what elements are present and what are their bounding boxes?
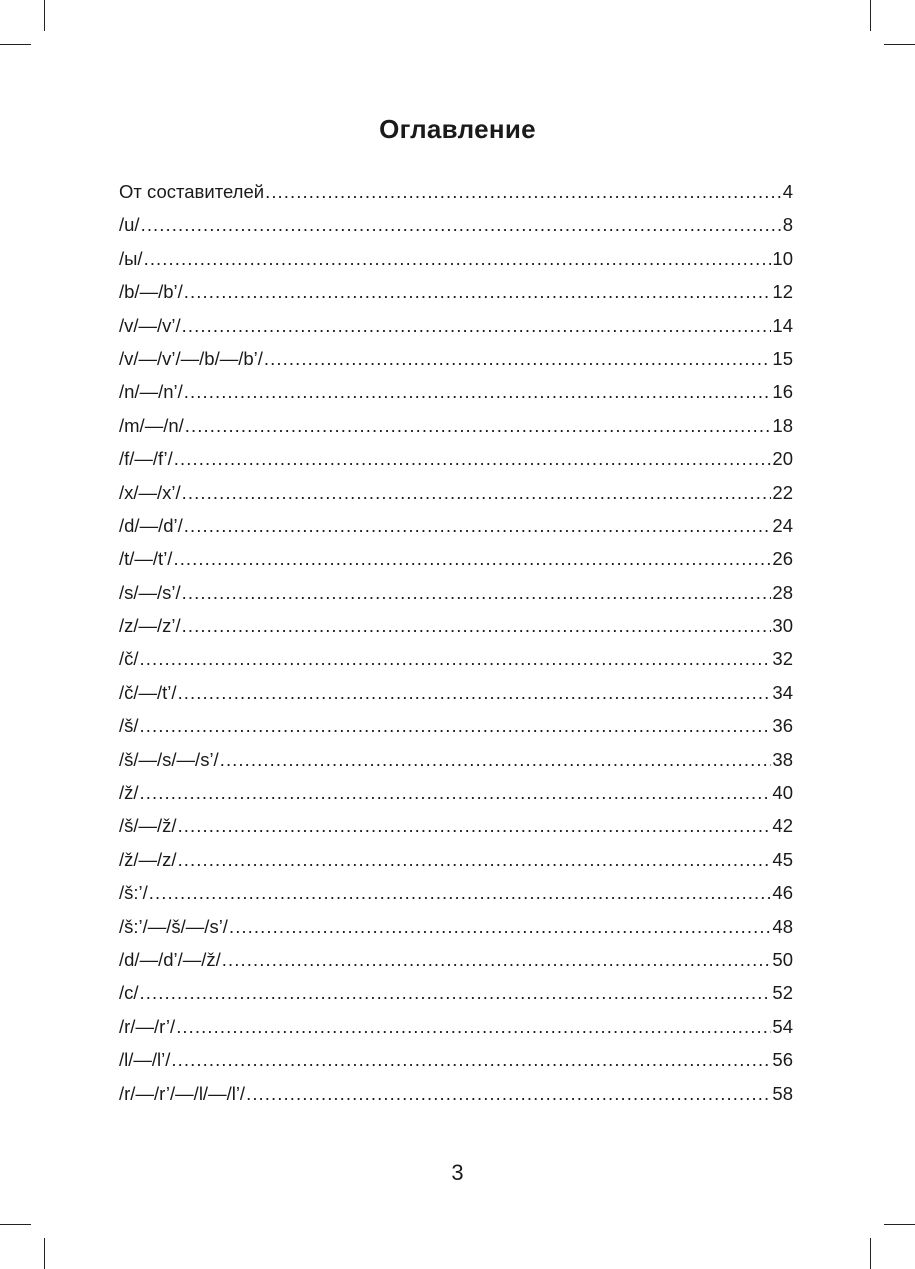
toc-entry-page: 10 — [772, 247, 793, 269]
toc-entry[interactable] — [119, 642, 793, 675]
toc-entry-page: 20 — [772, 448, 793, 470]
toc-entry-label: /š/—/s/—/s’/ — [119, 748, 219, 770]
toc-entry[interactable] — [119, 409, 793, 442]
toc-leader-dots — [229, 910, 771, 943]
toc-entry[interactable] — [119, 509, 793, 542]
toc-entry-page: 36 — [772, 715, 793, 737]
toc-leader-dots — [178, 809, 772, 842]
toc-entry-page: 22 — [772, 481, 793, 503]
toc-leader-dots — [184, 375, 772, 408]
toc-leader-dots — [220, 743, 772, 776]
toc-entry[interactable] — [119, 576, 793, 609]
toc-leader-dots — [182, 576, 772, 609]
toc-entry[interactable] — [119, 242, 793, 275]
toc-entry-label: /ы/ — [119, 247, 143, 269]
toc-entry-page: 42 — [772, 815, 793, 837]
toc-entry-page: 12 — [772, 281, 793, 303]
toc-leader-dots — [140, 776, 772, 809]
toc-leader-dots — [140, 642, 772, 675]
crop-mark-top-left-horizontal — [0, 44, 31, 45]
crop-mark-top-right-horizontal — [884, 44, 915, 45]
toc-entry-page: 50 — [772, 948, 793, 970]
toc-entry[interactable] — [119, 342, 793, 375]
toc-leader-dots — [141, 208, 782, 241]
toc-entry-page: 40 — [772, 782, 793, 804]
toc-entry[interactable] — [119, 442, 793, 475]
toc-leader-dots — [149, 876, 772, 909]
toc-entry[interactable] — [119, 476, 793, 509]
toc-entry[interactable] — [119, 609, 793, 642]
toc-entry-label: /r/—/r’/ — [119, 1015, 176, 1037]
crop-mark-top-left-vertical — [44, 0, 45, 31]
toc-entry-label: /t/—/t’/ — [119, 548, 173, 570]
toc-entry-page: 54 — [772, 1015, 793, 1037]
table-of-contents — [119, 175, 793, 1110]
toc-entry-label: /x/—/x’/ — [119, 481, 181, 503]
toc-leader-dots — [140, 976, 772, 1009]
crop-mark-bottom-right-horizontal — [884, 1224, 915, 1225]
toc-entry[interactable] — [119, 1077, 793, 1110]
toc-entry-page: 24 — [772, 514, 793, 536]
toc-entry-label: /n/—/n’/ — [119, 381, 183, 403]
toc-entry-page: 15 — [772, 347, 793, 369]
toc-entry-label: /š:’/ — [119, 882, 148, 904]
toc-leader-dots — [178, 843, 772, 876]
toc-entry-label: /š/—/ž/ — [119, 815, 177, 837]
toc-leader-dots — [265, 175, 782, 208]
toc-entry[interactable] — [119, 976, 793, 1009]
toc-entry-label: /č/ — [119, 648, 139, 670]
toc-entry[interactable] — [119, 208, 793, 241]
toc-leader-dots — [184, 275, 772, 308]
toc-leader-dots — [144, 242, 772, 275]
toc-leader-dots — [178, 676, 772, 709]
toc-entry[interactable] — [119, 1010, 793, 1043]
crop-mark-bottom-right-vertical — [870, 1238, 871, 1269]
toc-entry-page: 45 — [772, 848, 793, 870]
toc-entry-page: 38 — [772, 748, 793, 770]
crop-mark-top-right-vertical — [870, 0, 871, 31]
toc-leader-dots — [173, 542, 771, 575]
toc-leader-dots — [264, 342, 772, 375]
toc-entry-label: /d/—/d’/—/ž/ — [119, 948, 221, 970]
toc-entry[interactable] — [119, 809, 793, 842]
toc-leader-dots — [182, 309, 772, 342]
toc-entry[interactable] — [119, 776, 793, 809]
toc-entry[interactable] — [119, 542, 793, 575]
toc-entry[interactable] — [119, 309, 793, 342]
toc-entry-page: 8 — [782, 214, 793, 236]
toc-entry-page: 18 — [772, 414, 793, 436]
toc-entry[interactable] — [119, 709, 793, 742]
toc-entry-page: 48 — [772, 915, 793, 937]
toc-leader-dots — [246, 1077, 771, 1110]
toc-entry-page: 4 — [782, 181, 793, 202]
toc-leader-dots — [182, 609, 772, 642]
toc-entry-label: /l/—/l’/ — [119, 1049, 171, 1071]
toc-entry[interactable] — [119, 676, 793, 709]
toc-entry-page: 46 — [772, 882, 793, 904]
toc-entry-page: 56 — [772, 1049, 793, 1071]
toc-leader-dots — [184, 509, 772, 542]
toc-entry[interactable] — [119, 1043, 793, 1076]
toc-entry-page: 32 — [772, 648, 793, 670]
toc-entry-label: /č/—/t’/ — [119, 681, 177, 703]
toc-entry-label: /š/ — [119, 715, 139, 737]
toc-entry[interactable] — [119, 743, 793, 776]
toc-entry-label: /ž/ — [119, 782, 139, 804]
toc-leader-dots — [182, 476, 772, 509]
toc-entry-label: /r/—/r’/—/l/—/l’/ — [119, 1082, 246, 1104]
toc-leader-dots — [174, 442, 772, 475]
toc-entry-label: /z/—/z’/ — [119, 615, 181, 637]
page-title: Оглавление — [379, 114, 536, 144]
toc-entry-page: 28 — [772, 581, 793, 603]
toc-entry-label: /c/ — [119, 982, 139, 1004]
toc-entry[interactable] — [119, 943, 793, 976]
toc-entry[interactable] — [119, 275, 793, 308]
toc-entry-label: /ž/—/z/ — [119, 848, 177, 870]
toc-entry-label: /š:’/—/š/—/s’/ — [119, 915, 228, 937]
toc-entry-label: /v/—/v’/ — [119, 314, 181, 336]
toc-leader-dots — [176, 1010, 771, 1043]
toc-entry[interactable] — [119, 876, 793, 909]
toc-entry-label: /u/ — [119, 214, 140, 236]
toc-entry-label: /v/—/v’/—/b/—/b’/ — [119, 347, 263, 369]
toc-leader-dots — [171, 1043, 771, 1076]
toc-entry-label: /s/—/s’/ — [119, 581, 181, 603]
toc-entry-page: 14 — [772, 314, 793, 336]
toc-entry-label: /f/—/f’/ — [119, 448, 173, 470]
toc-entry-page: 58 — [772, 1082, 793, 1104]
toc-entry-label: /d/—/d’/ — [119, 514, 183, 536]
toc-leader-dots — [185, 409, 772, 442]
toc-entry[interactable] — [119, 843, 793, 876]
toc-entry-label: /m/—/n/ — [119, 414, 184, 436]
toc-leader-dots — [222, 943, 772, 976]
toc-leader-dots — [140, 709, 772, 742]
toc-entry-page: 16 — [772, 381, 793, 403]
crop-mark-bottom-left-vertical — [44, 1238, 45, 1269]
toc-entry-page: 52 — [772, 982, 793, 1004]
page-number: 3 — [451, 1160, 464, 1185]
toc-entry[interactable] — [119, 375, 793, 408]
toc-entry-page: 26 — [772, 548, 793, 570]
crop-mark-bottom-left-horizontal — [0, 1224, 31, 1225]
toc-entry[interactable] — [119, 175, 793, 208]
toc-entry[interactable] — [119, 910, 793, 943]
toc-entry-label: /b/—/b’/ — [119, 281, 183, 303]
toc-entry-page: 34 — [772, 681, 793, 703]
toc-entry-page: 30 — [772, 615, 793, 637]
toc-entry-label: От составителей — [119, 181, 265, 202]
